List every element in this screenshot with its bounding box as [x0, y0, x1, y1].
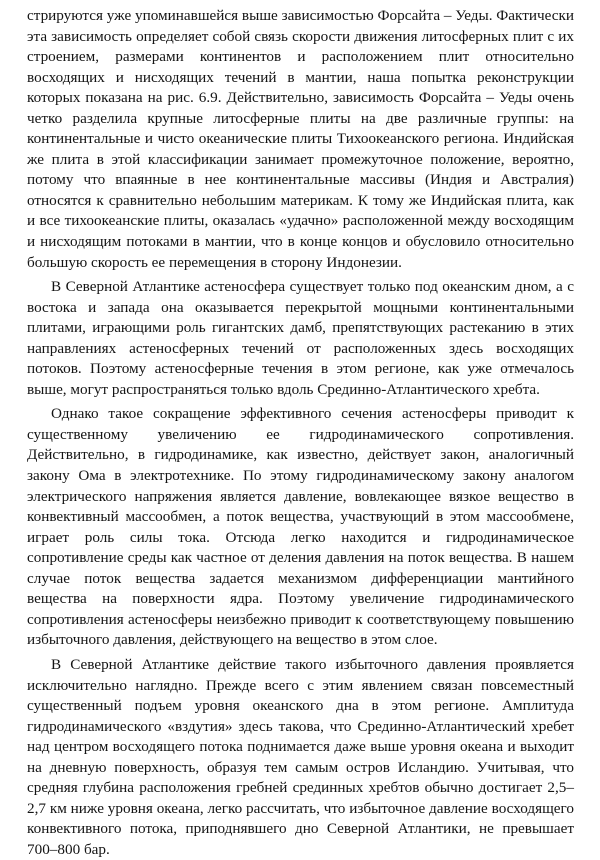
paragraph-1: стрируются уже упоминавшейся выше зависимостью Форсайта – Уеды. Фактически эта зависимость определяет собой связь скорости движения литосферных плит с их строением, размерами континентов и расположением плит относительно восходящих и нисходящих течений в мантии, наша попытка реконструкции которых показана на рис. 6.9. Действительно, зависимость Форсайта – Уеды очень четко разделила крупные литосферные плиты на две различные группы: на континентальные и чисто океанические плиты Тихоокеанского региона. Индийская же плита в этой классификации занимает промежуточное положение, вероятно, потому что впаянные в нее континентальные массивы (Индия и Австралия) относятся к сравнительно небольшим материкам. К тому же Индийская плита, как и все тихоокеанские плиты, оказалась «удачно» расположенной между восходящим и нисходящим потоками в мантии, что в конце концов и обусловило относительно большую скорость ее перемещения в сторону Индонезии.: [27, 7, 574, 271]
paragraph-2: В Северной Атлантике астеносфера существует только под океанским дном, а с востока и запада она оказывается перекрытой мощными континентальными плитами, играющими роль гигантских дамб, препятствующих растеканию в этих направлениях астеносферных течений от расположенных здесь восходящих потоков. Поэтому астеносферные течения в этом регионе, как уже отмечалось выше, могут распространяться только вдоль Срединно-Атлантического хребта.: [27, 278, 574, 398]
paragraph-4: В Северной Атлантике действие такого избыточного давления проявляется исключительно наглядно. Прежде всего с этим явлением связан повсеместный существенный подъем уровня океанского дна в этом регионе. Амплитуда гидродинамического «вздутия» здесь такова, что Срединно-Атлантический хребет над центром восходящего потока поднимается даже выше уровня океана и выходит на дневную поверхность, образуя тем самым остров Исландию. Учитывая, что средняя глубина расположения гребней срединных хребтов обычно достигает 2,5–2,7 км ниже уровня океана, легко рассчитать, что избыточное давление восходящего конвективного потока, приподнявшего дно Северной Атлантики, не превышает 700–800 бар.: [27, 655, 574, 858]
paragraph-3: Однако такое сокращение эффективного сечения астеносферы приводит к существенному увеличению ее гидродинамического сопротивления. Действительно, в гидродинамике, как известно, действует закон, аналогичный закону Ома в электротехнике. По этому гидродинамическому закону аналогом электрического напряжения является давление, вовлекающее вязкое вещество в конвективный массообмен, а поток вещества, участвующий в этом массообмене, играет роль силы тока. Отсюда легко находится и гидродинамическое сопротивление среды как частное от деления давления на поток вещества. В нашем случае поток вещества задается механизмом дифференциации мантийного вещества на поверхности ядра. Поэтому увеличение гидродинамического сопротивления астеносферы неизбежно приводит к соответствующему повышению избыточного давления, действующего на вещество в этом слое.: [27, 405, 574, 649]
